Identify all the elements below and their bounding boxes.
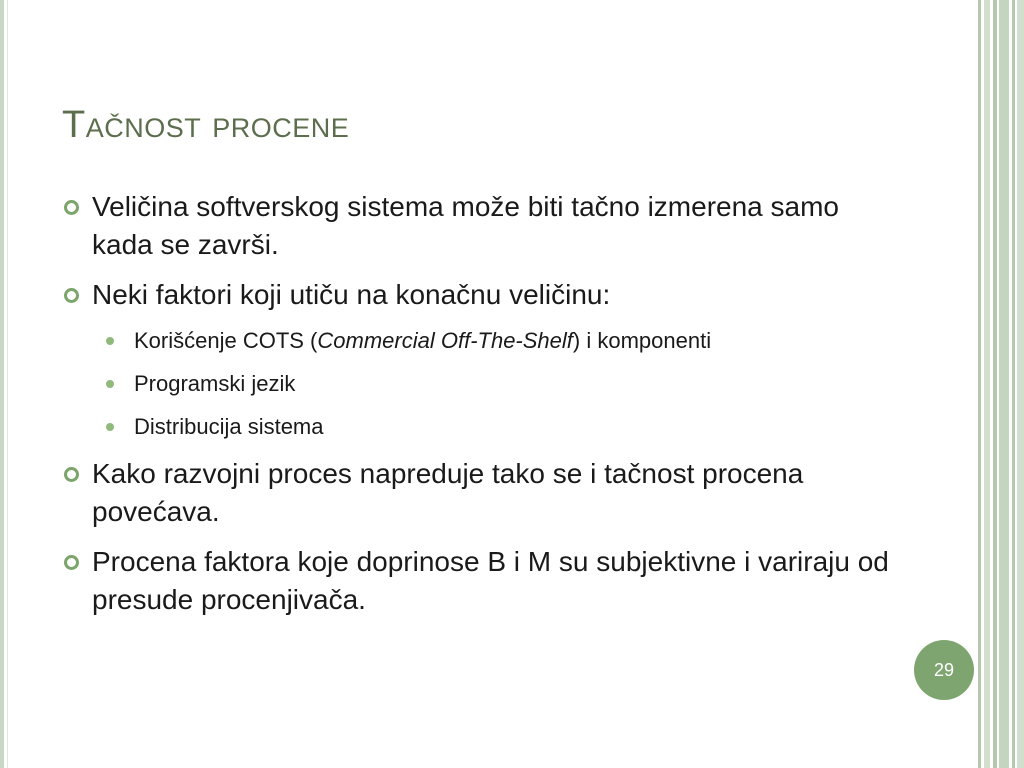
bullet-item: [62, 455, 902, 531]
bullet-text: Neki faktori koji utiču na konačnu veličinu:: [92, 279, 611, 310]
left-border-line-inner: [7, 0, 8, 768]
ring-bullet-icon: [64, 555, 79, 570]
sub-bullet-item: [104, 369, 902, 399]
slide-title: Tačnost procene: [62, 104, 350, 146]
sub-bullet-item: [104, 412, 902, 442]
bullet-text: Procena faktora koje doprinose B i M su subjektivne i variraju od presude procenjivača.: [92, 546, 889, 615]
sub-bullet-text-pre: Korišćenje COTS (: [134, 328, 318, 353]
dot-bullet-icon: [106, 423, 114, 431]
right-decor-stripe: [993, 0, 997, 768]
right-decor-stripe: [978, 0, 981, 768]
sub-bullet-text: Programski jezik: [134, 371, 296, 396]
ring-bullet-icon: [64, 288, 79, 303]
ring-bullet-icon: [64, 467, 79, 482]
sub-bullet-item: [104, 326, 902, 356]
bullet-item: [62, 543, 902, 619]
right-decor-stripe: [984, 0, 990, 768]
slide-content: [62, 188, 902, 631]
bullet-item: [62, 188, 902, 264]
right-decor-stripe: [1017, 0, 1024, 768]
bullet-text: Veličina softverskog sistema može biti tačno izmerena samo kada se završi.: [92, 191, 839, 260]
sub-bullet-text-post: ) i komponenti: [572, 328, 712, 353]
sub-bullet-text-italic: Commercial Off-The-Shelf: [317, 328, 573, 353]
sub-bullet-text: Distribucija sistema: [134, 414, 324, 439]
right-decor-stripe: [1012, 0, 1015, 768]
left-border-line: [0, 0, 4, 768]
bullet-item: [62, 276, 902, 314]
right-decor-stripe: [999, 0, 1009, 768]
dot-bullet-icon: [106, 337, 114, 345]
page-number-badge: 29: [914, 640, 974, 700]
ring-bullet-icon: [64, 200, 79, 215]
bullet-text: Kako razvojni proces napreduje tako se i tačnost procena povećava.: [92, 458, 804, 527]
dot-bullet-icon: [106, 380, 114, 388]
